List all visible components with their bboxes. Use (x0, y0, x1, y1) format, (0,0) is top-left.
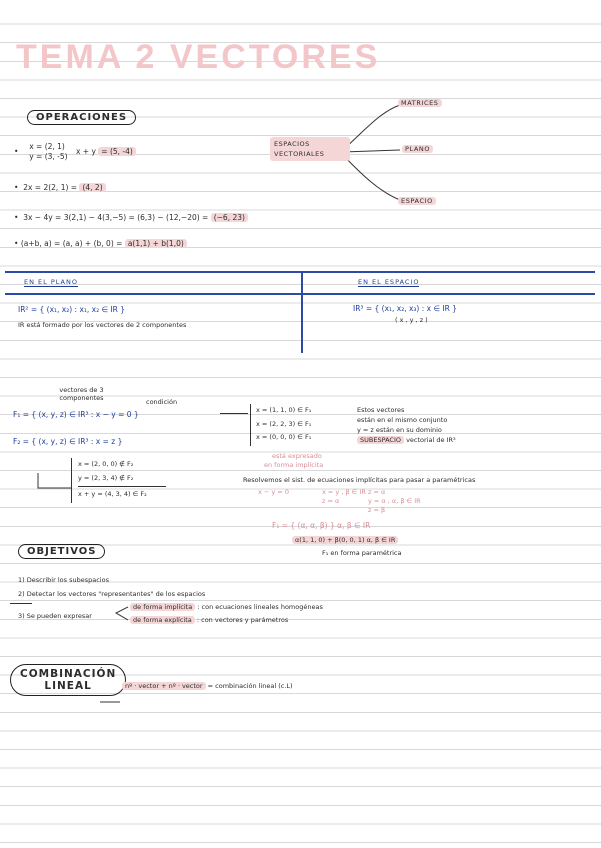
implicit-note-1: está expresado (272, 452, 322, 460)
objetivo-form-explicit: de forma explícita : con vectores y parámetros (130, 616, 288, 624)
objetivo-form-implicit: de forma implícita : con ecuaciones lineales homogéneas (130, 603, 323, 611)
f1-parametric-form: α(1, 1, 0) + β(0, 0, 1) α, β ∈ IR (292, 536, 398, 544)
objetivo-3: 3) Se pueden expresar (18, 612, 92, 620)
table-left-head: EN EL PLANO (24, 278, 78, 286)
equation-1: x − y = 0 (258, 488, 289, 496)
mind-map-matrices: MATRICES (398, 99, 442, 107)
espacio-formula: IR³ = { (x₁, x₂, x₃) : x ∈ IR } (353, 304, 457, 313)
f1-parametric-set: F₁ = { (α, α, β) } α, β ∈ IR (272, 521, 371, 530)
f1-vector-3: x = (0, 0, 0) ∈ F₁ (256, 433, 312, 441)
resolve-note: Resolvemos el sist. de ecuaciones implícitas para pasar a paramétricas (243, 476, 476, 484)
equation-3: z = α (322, 497, 340, 505)
label-vectores-3: vectores de 3 componentes (59, 386, 104, 402)
table-right-head: EN EL ESPACIO (358, 278, 420, 286)
page-title: TEMA 2 VECTORES (16, 38, 381, 76)
f1-note-4: SUBESPACIO vectorial de IR³ (357, 436, 456, 444)
f2-definition: F₂ = { (x, y, z) ∈ IR³ : x = z } (13, 437, 123, 446)
label-condicion: condición (146, 398, 178, 406)
operation-4: • (a+b, a) = (a, a) + (b, 0) = a(1,1) + b(1,0) (14, 239, 187, 248)
mind-map-espacio: ESPACIO (398, 197, 436, 205)
plano-note: IR está formado por los vectores de 2 componentes (18, 321, 187, 329)
f1-note-3: y = z están en su dominio (357, 426, 442, 434)
equation-5: z = β (368, 506, 386, 514)
f1-definition: F₁ = { (x, y, z) ∈ IR³ : x − y = 0 } (13, 410, 139, 419)
objetivos-heading: OBJETIVOS (18, 544, 105, 559)
f1-vector-1: x = (1, 1, 0) ∈ F₁ (256, 406, 312, 414)
plano-formula: IR² = { (x₁, x₂) : x₁, x₂ ∈ IR } (18, 305, 125, 314)
mind-map-center: ESPACIOS VECTORIALES (270, 137, 350, 161)
espacio-sub: ( x , y , z ) (395, 316, 428, 324)
combinacion-heading: COMBINACIÓN LINEAL (10, 664, 126, 696)
equation-6: z = α (368, 488, 386, 496)
f2-vector-sum: x + y = (4, 3, 4) ∈ F₂ (78, 490, 147, 498)
equation-2: x = y , β ∈ IR (322, 488, 366, 496)
equation-4: y = α , α, β ∈ IR (368, 497, 421, 505)
combinacion-definition: nº · vector + nº · vector = combinación lineal (c.L) (122, 682, 293, 690)
mind-map-plano: PLANO (402, 145, 433, 153)
operation-2: • 2x = 2(2, 1) = (4, 2) (14, 183, 106, 192)
operaciones-heading: OPERACIONES (27, 110, 136, 125)
f1-note-2: están en el mismo conjunto (357, 416, 448, 424)
f1-vector-2: x = (2, 2, 3) ∈ F₁ (256, 420, 312, 428)
operation-1: • x = (2, 1) y = (3, -5) x + y = (5, -4) (14, 142, 136, 162)
objetivo-1: 1) Describir los subespacios (18, 576, 109, 584)
f2-vector-2: y = (2, 3, 4) ∉ F₂ (78, 474, 134, 482)
objetivo-2: 2) Detectar los vectores "representantes" de los espacios (18, 590, 206, 598)
f2-vector-1: x = (2, 0, 0) ∉ F₂ (78, 460, 134, 468)
f1-note-1: Estos vectores (357, 406, 405, 414)
f1-parametric-note: F₁ en forma paramétrica (322, 549, 402, 557)
implicit-note-2: en forma implícita (264, 461, 324, 469)
operation-3: • 3x − 4y = 3(2,1) − 4(3,−5) = (6,3) − (12,−20) = (−6, 23) (14, 213, 248, 222)
